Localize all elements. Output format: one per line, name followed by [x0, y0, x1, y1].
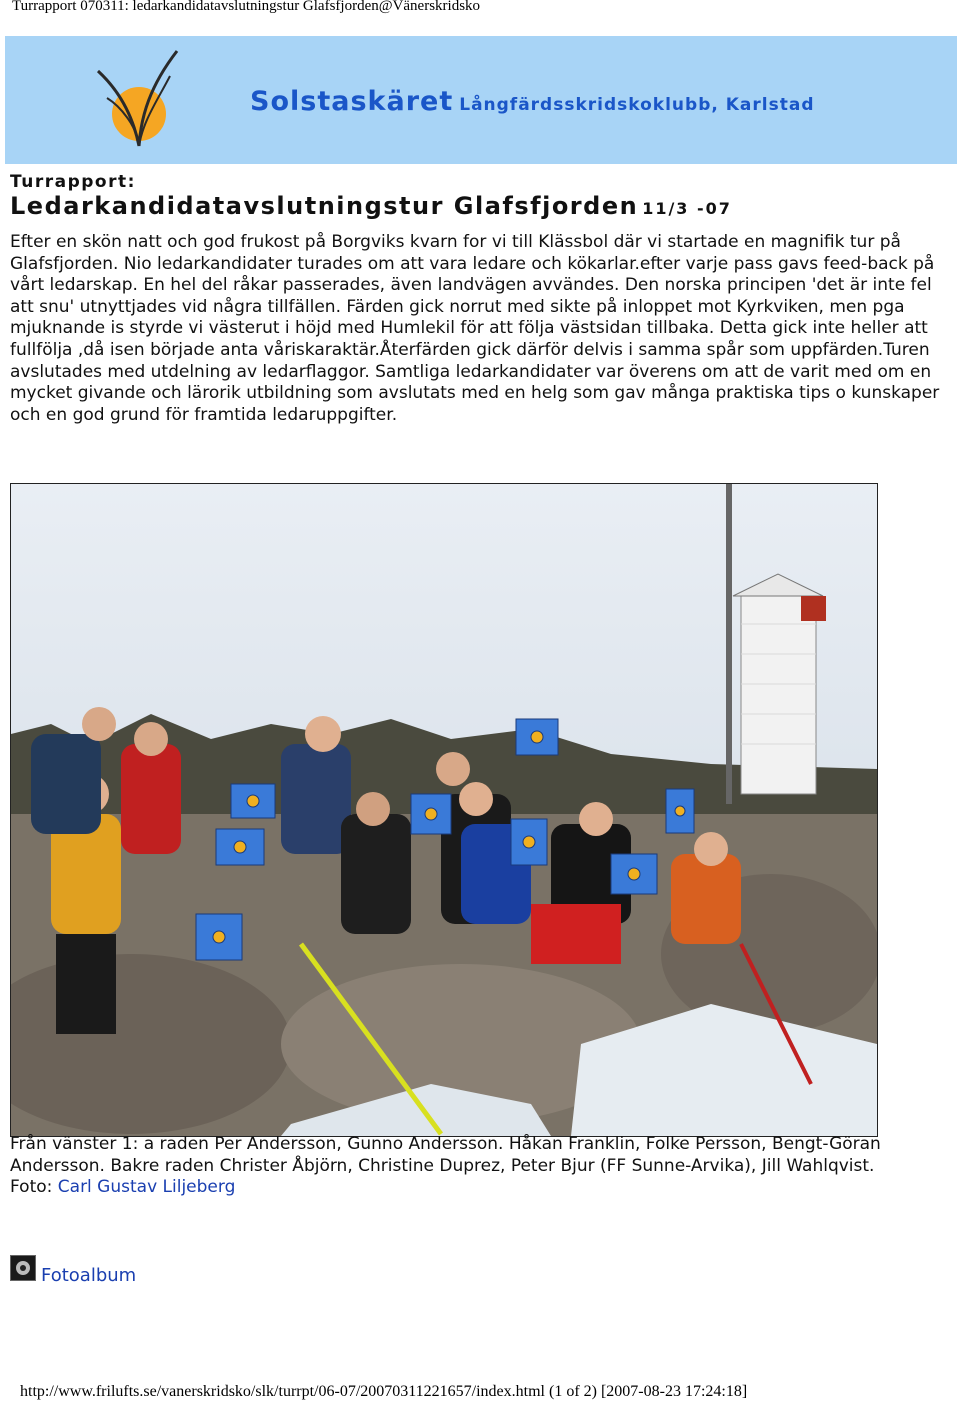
report-title: Ledarkandidatavslutningstur Glafsfjorden: [10, 192, 639, 220]
photo-credit-label: Foto:: [10, 1177, 53, 1198]
photo-credit: [10, 1177, 930, 1199]
report-label: Turrapport:: [10, 172, 136, 192]
browser-print-header: Turrapport 070311: ledarkandidatavslutningstur Glafsfjorden@Vänerskridsko: [12, 0, 481, 14]
browser-print-footer: http://www.frilufts.se/vanerskridsko/slk/turrpt/06-07/20070311221657/index.html (1 of 2) [2007-08-23 17:24:18]: [20, 1383, 748, 1400]
report-date: 11/3 -07: [642, 199, 732, 218]
camera-icon[interactable]: [10, 1255, 36, 1281]
photo-album-row: [10, 1257, 136, 1286]
club-title: [250, 86, 815, 117]
header-banner: [5, 36, 957, 164]
photographer-link[interactable]: Carl Gustav Liljeberg: [57, 1177, 236, 1198]
fotoalbum-link[interactable]: Fotoalbum: [41, 1265, 137, 1286]
club-name: Solstaskäret: [250, 86, 454, 117]
report-heading: [10, 192, 732, 220]
report-body: Efter en skön natt och god frukost på Borgviks kvarn for vi till Klässbol där vi startade en magnifik tur på Glafsfjorden. Nio ledarkandidater turades om att vara ledare och kökarlar.efter varje pass gavs feed-back på vårt ledarskap. En hel del råkar passerades, även landvägen avvändes. Den norska principen 'det är inte fel att snu' utnyttjades vid några tillfällen. Färden gick norrut med sikte på inloppet mot Kyrkviken, men pga mjuknande is styrde vi västerut i höjd med Humlekil för att följa västsidan tillbaka. Detta gick inte heller att fullfölja ,då isen började anta våriskaraktär.Återfärden gick därför delvis i samma spår som uppfärden.Turen avslutades med utdelning av ledarflaggor. Samtliga ledarkandidater var överens om att de varit med om en mycket givande och lärorik utbildning som avslutats med en helg som gav många praktiska tips o kunskaper och en god grund för framtida ledaruppgifter.: [10, 232, 940, 425]
caption-text: Från vänster 1: a raden Per Andersson, Gunno Andersson. Håkan Franklin, Folke Persson, Bengt-Göran Andersson. Bakre raden Christer Åbjörn, Christine Duprez, Peter Bjur (FF Sunne-Arvika), Jill Wahlqvist.: [10, 1134, 881, 1176]
club-logo: [95, 46, 185, 156]
group-photo: [10, 483, 878, 1137]
club-subtitle: Långfärdsskridskoklubb, Karlstad: [459, 95, 815, 115]
group-photo-illustration: [11, 484, 877, 1136]
photo-caption: [10, 1134, 930, 1199]
